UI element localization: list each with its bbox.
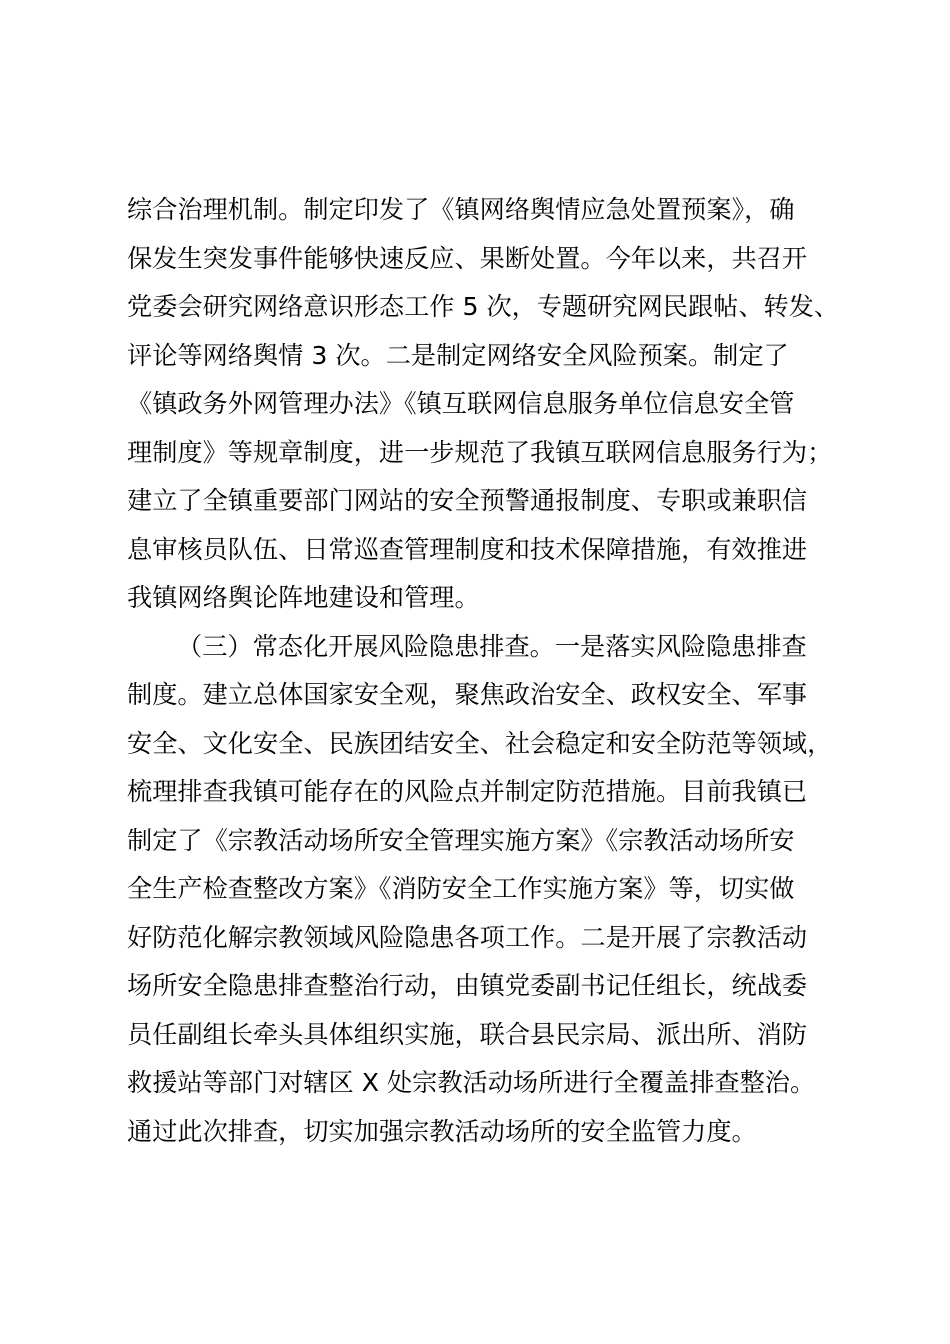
text-line: 我镇网络舆论阵地建设和管理。 [127, 583, 480, 612]
text-line: 评论等网络舆情 3 次。二是制定网络安全风险预案。制定了 [127, 340, 789, 370]
text-line: 制定了《宗教活动场所安全管理实施方案》《宗教活动场所安 [127, 825, 795, 855]
text-line: 通过此次排查，切实加强宗教活动场所的安全监管力度。 [127, 1116, 757, 1146]
text-line: 场所安全隐患排查整治行动，由镇党委副书记任组长，统战委 [127, 971, 808, 1000]
text-line: 建立了全镇重要部门网站的安全预警通报制度、专职或兼职信 [127, 486, 808, 515]
paragraph-2 [127, 623, 833, 1157]
text-line: 制度。建立总体国家安全观，聚焦政治安全、政权安全、军事 [127, 680, 808, 709]
text-line: 保发生突发事件能够快速反应、果断处置。今年以来，共召开 [127, 243, 808, 273]
text-line-first-indented: （三）常态化开展风险隐患排查。一是落实风险隐患排查 [177, 631, 807, 661]
text-line: 综合治理机制。制定印发了《镇网络舆情应急处置预案》，确 [127, 195, 795, 224]
text-line: 梳理排查我镇可能存在的风险点并制定防范措施。目前我镇已 [127, 777, 808, 806]
text-line: 息审核员队伍、日常巡查管理制度和技术保障措施，有效推进 [127, 534, 808, 564]
text-line: 救援站等部门对辖区 X 处宗教活动场所进行全覆盖排查整治。 [127, 1068, 816, 1097]
text-line: 好防范化解宗教领域风险隐患各项工作。二是开展了宗教活动 [127, 922, 808, 952]
document-body [127, 186, 840, 1156]
text-line: 员任副组长牵头具体组织实施，联合县民宗局、派出所、消防 [127, 1019, 808, 1049]
text-line: 《镇政务外网管理办法》《镇互联网信息服务单位信息安全管 [127, 389, 795, 418]
text-line: 理制度》等规章制度，进一步规范了我镇互联网信息服务行为； [127, 437, 833, 467]
text-line: 全生产检查整改方案》《消防安全工作实施方案》等，切实做 [127, 874, 795, 903]
text-line: 安全、文化安全、民族团结安全、社会稳定和安全防范等领域， [127, 728, 833, 758]
paragraph-1 [127, 186, 840, 623]
text-line: 党委会研究网络意识形态工作 5 次，专题研究网民跟帖、转发、 [127, 292, 840, 321]
